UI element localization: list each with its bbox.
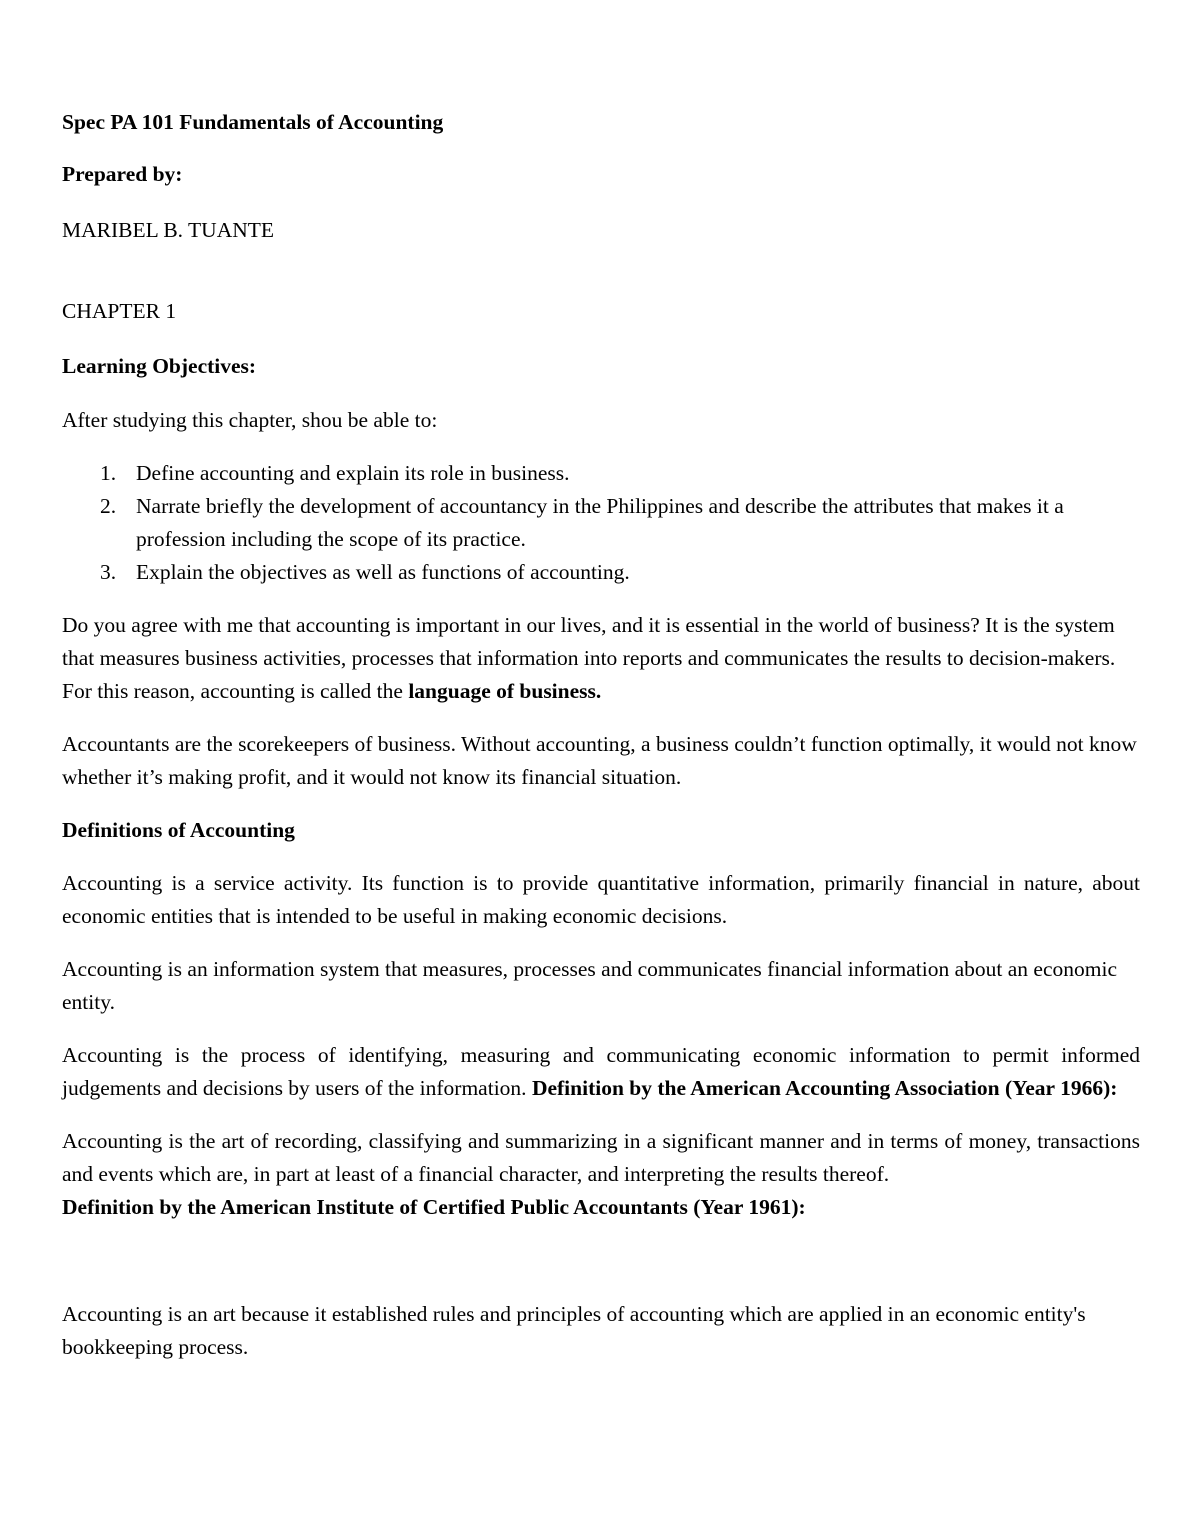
objective-text: Define accounting and explain its role in business. (136, 461, 570, 485)
definition-aaa (62, 1039, 1140, 1105)
learning-objectives-intro: After studying this chapter, shou be able to: (62, 408, 438, 432)
definitions-heading: Definitions of Accounting (62, 818, 295, 842)
author-name: MARIBEL B. TUANTE (62, 218, 275, 242)
objective-text: Explain the objectives as well as functions of accounting. (136, 560, 630, 584)
aaa-definition-text: Accounting is the process of identifying, measuring and communicating economic information to permit informed judgements and decisions by users of the information. (62, 1043, 1140, 1100)
chapter-heading: CHAPTER 1 (62, 299, 177, 323)
definition-information-system: Accounting is an information system that measures, processes and communicates financial information about an economic entity. (62, 957, 1117, 1014)
definition-service-activity: Accounting is a service activity. Its function is to provide quantitative information, primarily financial in nature, about economic entities that is intended to be useful in making economic decisions. (62, 871, 1140, 928)
objective-number: 2. (100, 494, 117, 518)
prepared-by-label: Prepared by: (62, 162, 183, 186)
intro-paragraph-text: Do you agree with me that accounting is important in our lives, and it is essential in the world of business? It is the system that measures business activities, processes that information into reports and communicates the results to decision-makers. For this reason, accounting is called the (62, 613, 1116, 703)
objective-number: 3. (100, 560, 117, 584)
aaa-attribution: Definition by the American Accounting Association (Year 1966): (531, 1076, 1118, 1100)
aicpa-definition-text: Accounting is the art of recording, classifying and summarizing in a significant manner and in terms of money, transactions and events which are, in part at least of a financial character, and interpreting the results thereof. (62, 1129, 1140, 1186)
objective-item (62, 556, 1140, 589)
objectives-list (62, 457, 1140, 589)
objective-item (62, 490, 1140, 556)
definition-aicpa (62, 1125, 1140, 1224)
intro-paragraph (62, 609, 1140, 708)
objective-item (62, 457, 1140, 490)
objective-number: 1. (100, 461, 117, 485)
aicpa-attribution: Definition by the American Institute of Certified Public Accountants (Year 1961): (62, 1195, 806, 1219)
scorekeepers-paragraph: Accountants are the scorekeepers of business. Without accounting, a business couldn’t function optimally, it would not know whether it’s making profit, and it would not know its financial situation. (62, 732, 1137, 789)
course-title: Spec PA 101 Fundamentals of Accounting (62, 110, 444, 134)
language-of-business-term: language of business. (408, 679, 602, 703)
document-page (62, 106, 1140, 1384)
art-paragraph: Accounting is an art because it established rules and principles of accounting which are applied in an economic entity's bookkeeping process. (62, 1302, 1086, 1359)
objective-text: Narrate briefly the development of accountancy in the Philippines and describe the attributes that makes it a profession including the scope of its practice. (136, 494, 1064, 551)
learning-objectives-heading: Learning Objectives: (62, 354, 257, 378)
